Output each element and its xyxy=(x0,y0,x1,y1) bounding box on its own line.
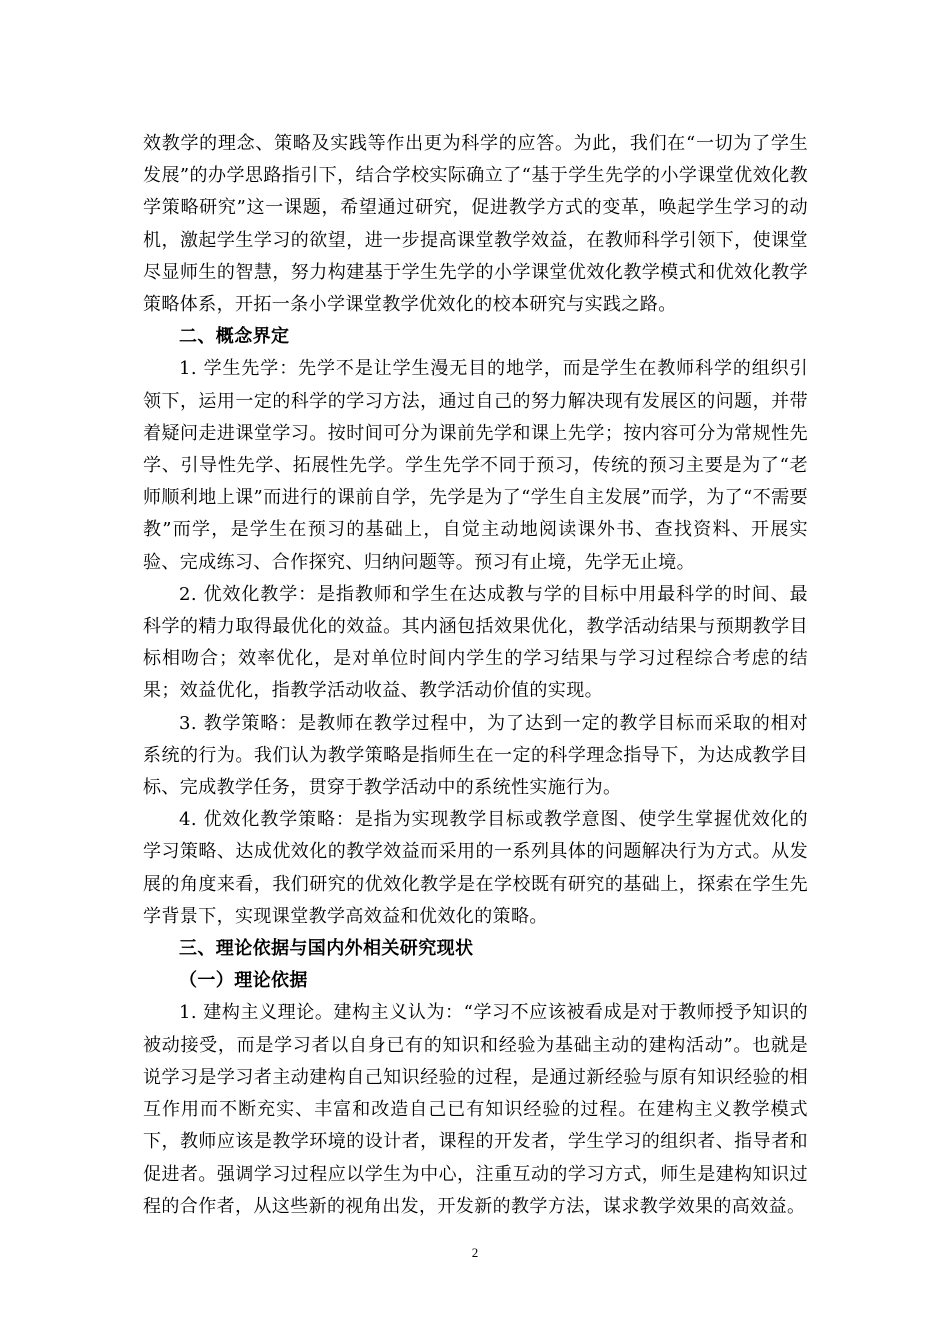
subsection-heading-theory-basis: （一）理论依据 xyxy=(179,970,308,992)
section-heading-concepts: 二、概念界定 xyxy=(179,326,290,348)
paragraph-optimized-strategy: 4. 优效化教学策略：是指为实现教学目标或教学意图、使学生掌握优效化的学习策略、达成优效化的教学效益而采用的一系列具体的问题解决行为方式。从发展的角度来看，我们研究的优效化教学是在学校既有研究的基础上，探索在学生先学背景下，实现课堂教学高效益和优效化的策略。 xyxy=(143,809,808,927)
paragraph-constructivism: 1. 建构主义理论。建构主义认为：“学习不应该被看成是对于教师授予知识的被动接受，而是学习者以自身已有的知识和经验为基础主动的建构活动”。也就是说学习是学习者主动建构自己知识经验的过程，是通过新经验与原有知识经验的相互作用而不断充实、丰富和改造自己已有知识经验的过程。在建构主义教学模式下，教师应该是教学环境的设计者，课程的开发者，学生学习的组织者、指导者和促进者。强调学习过程应以学生为中心，注重互动的学习方式，师生是建构知识过程的合作者，从这些新的视角出发，开发新的教学方法，谋求教学效果的高效益。 xyxy=(143,1002,808,1217)
paragraph-teaching-strategy: 3. 教学策略：是教师在教学过程中，为了达到一定的教学目标而采取的相对系统的行为。我们认为教学策略是指师生在一定的科学理念指导下，为达成教学目标、完成教学任务，贯穿于教学活动中的系统性实施行为。 xyxy=(143,712,808,799)
page-number: 2 xyxy=(471,1245,479,1260)
paragraph-intro-continued: 效教学的理念、策略及实践等作出更为科学的应答。为此，我们在“一切为了学生发展”的办学思路指引下，结合学校实际确立了“基于学生先学的小学课堂优效化教学策略研究”这一课题，希望通过研究，促进教学方式的变革，唤起学生学习的动机，激起学生学习的欲望，进一步提高课堂教学效益，在教师科学引领下，使课堂尽显师生的智慧，努力构建基于学生先学的小学课堂优效化教学模式和优效化教学策略体系，开拓一条小学课堂教学优效化的校本研究与实践之路。 xyxy=(143,133,808,316)
paragraph-student-prelearning: 1. 学生先学：先学不是让学生漫无目的地学，而是学生在教师科学的组织引领下，运用一定的科学的学习方法，通过自己的努力解决现有发展区的问题，并带着疑问走进课堂学习。按时间可分为课前先学和课上先学；按内容可分为常规性先学、引导性先学、拓展性先学。学生先学不同于预习，传统的预习主要是为了“老师顺利地上课”而进行的课前自学，先学是为了“学生自主发展”而学，为了“不需要教”而学，是学生在预习的基础上，自觉主动地阅读课外书、查找资料、开展实验、完成练习、合作探究、归纳问题等。预习有止境，先学无止境。 xyxy=(143,358,808,573)
paragraph-optimized-teaching: 2. 优效化教学：是指教师和学生在达成教与学的目标中用最科学的时间、最科学的精力取得最优化的效益。其内涵包括效果优化，教学活动结果与预期教学目标相吻合；效率优化，是对单位时间内学生的学习结果与学习过程综合考虑的结果；效益优化，指教学活动收益、教学活动价值的实现。 xyxy=(143,583,808,702)
page-body xyxy=(143,128,808,1223)
section-heading-theory: 三、理论依据与国内外相关研究现状 xyxy=(179,938,474,960)
